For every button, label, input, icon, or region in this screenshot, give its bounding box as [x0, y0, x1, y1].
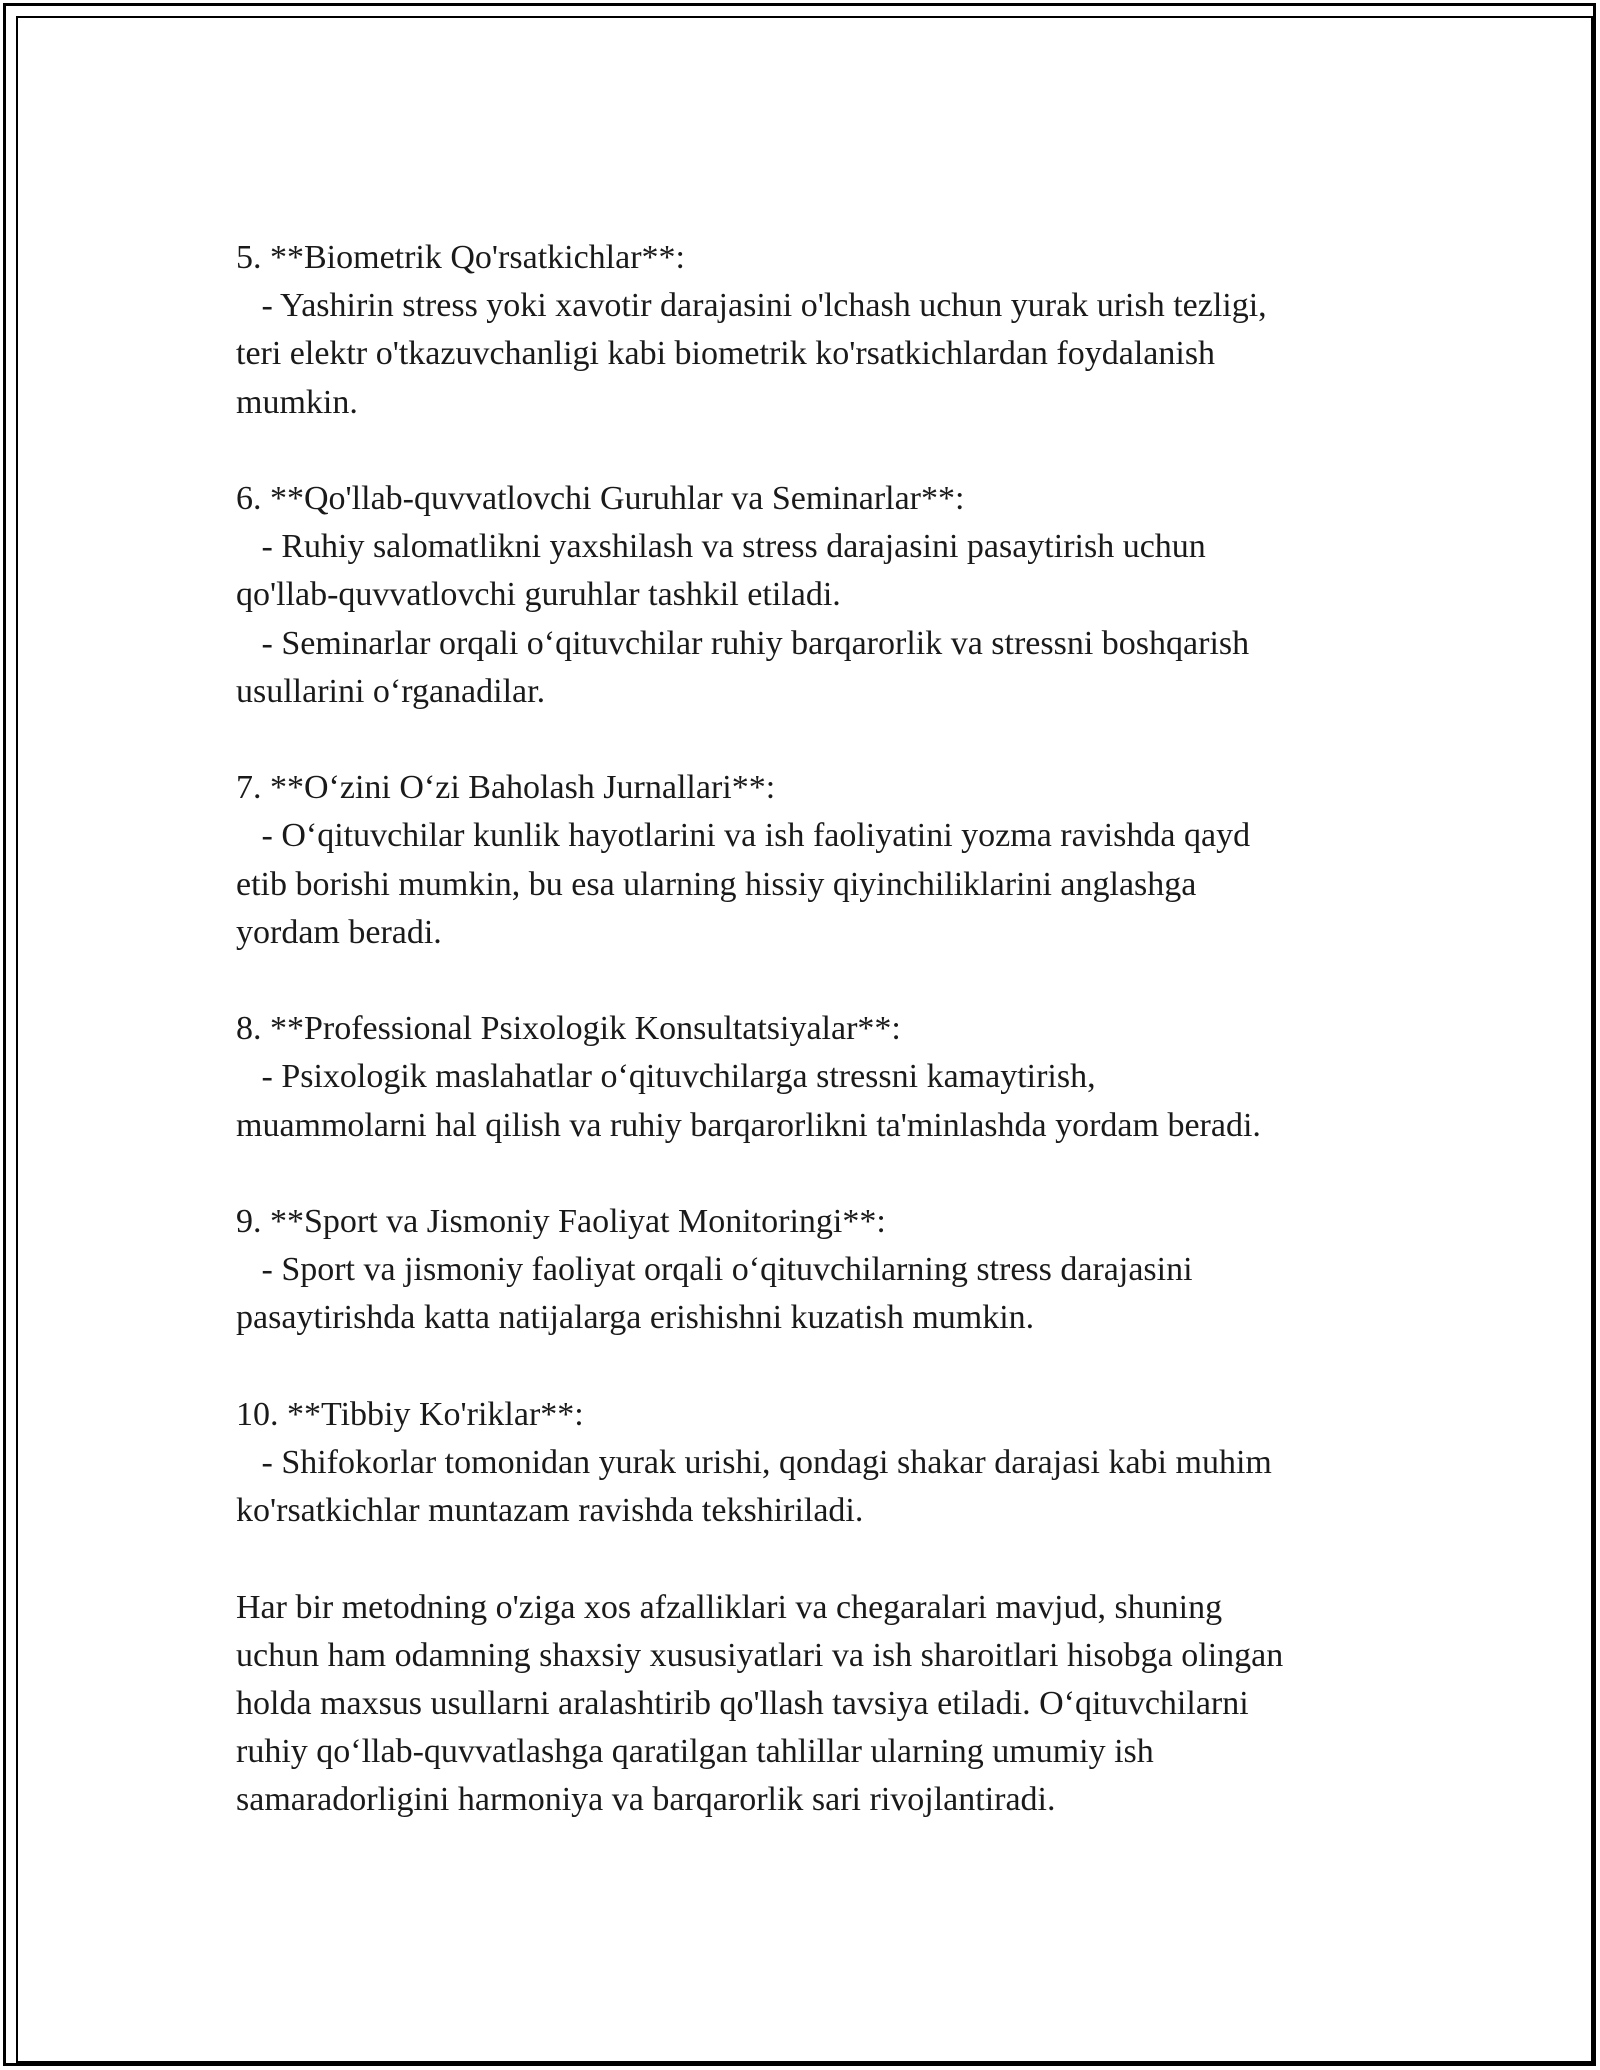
conclusion-paragraph — [236, 1584, 1396, 1825]
section-line: - O‘qituvchilar kunlik hayotlarini va ish faoliyatini yozma ravishda qayd — [236, 817, 1251, 855]
section-line: qo'llab-quvvatlovchi guruhlar tashkil etiladi. — [236, 576, 841, 614]
paragraph-gap — [236, 716, 1396, 764]
section-5 — [236, 234, 1396, 427]
conclusion-line: ruhiy qo‘llab-quvvatlashga qaratilgan tahlillar ularning umumiy ish — [236, 1733, 1154, 1771]
conclusion-line: holda maxsus usullarni aralashtirib qo'llash tavsiya etiladi. O‘qituvchilarni — [236, 1685, 1249, 1722]
section-line: mumkin. — [236, 383, 358, 421]
section-line: pasaytirishda katta natijalarga erishishni kuzatish mumkin. — [236, 1299, 1035, 1337]
section-line: usullarini o‘rganadilar. — [236, 672, 546, 710]
section-line: - Ruhiy salomatlikni yaxshilash va stress darajasini pasaytirish uchun — [236, 528, 1206, 566]
section-heading: 8. **Professional Psixologik Konsultatsiyalar**: — [236, 1010, 901, 1048]
conclusion-line: uchun ham odamning shaxsiy xususiyatlari va ish sharoitlari hisobga olingan — [236, 1636, 1284, 1674]
conclusion-line: samaradorligini harmoniya va barqarorlik sari rivojlantiradi. — [236, 1781, 1056, 1819]
paragraph-gap — [236, 1535, 1396, 1583]
section-7 — [236, 764, 1396, 957]
section-line: yordam beradi. — [236, 913, 442, 951]
section-heading: 7. **O‘zini O‘zi Baholash Jurnallari**: — [236, 769, 776, 807]
section-line: muammolarni hal qilish va ruhiy barqarorlikni ta'minlashda yordam beradi. — [236, 1106, 1261, 1144]
conclusion-line: Har bir metodning o'ziga xos afzalliklari va chegaralari mavjud, shuning — [236, 1588, 1223, 1626]
section-9 — [236, 1198, 1396, 1343]
section-8 — [236, 1005, 1396, 1150]
paragraph-gap — [236, 1150, 1396, 1198]
section-line: - Shifokorlar tomonidan yurak urishi, qondagi shakar darajasi kabi muhim — [236, 1444, 1272, 1481]
section-line: - Seminarlar orqali o‘qituvchilar ruhiy barqarorlik va stressni boshqarish — [236, 624, 1250, 662]
section-line: - Sport va jismoniy faoliyat orqali o‘qituvchilarning stress darajasini — [236, 1251, 1193, 1289]
paragraph-gap — [236, 957, 1396, 1005]
section-line: ko'rsatkichlar muntazam ravishda tekshiriladi. — [236, 1492, 864, 1530]
paragraph-gap — [236, 427, 1396, 475]
section-10 — [236, 1391, 1396, 1536]
section-6 — [236, 475, 1396, 716]
section-heading: 10. **Tibbiy Ko'riklar**: — [236, 1395, 584, 1433]
section-line: - Psixologik maslahatlar o‘qituvchilarga stressni kamaytirish, — [236, 1058, 1096, 1096]
section-line: teri elektr o'tkazuvchanligi kabi biometrik ko'rsatkichlardan foydalanish — [236, 335, 1216, 373]
section-heading: 9. **Sport va Jismoniy Faoliyat Monitoringi**: — [236, 1203, 886, 1240]
section-heading: 5. **Biometrik Qo'rsatkichlar**: — [236, 239, 685, 276]
section-heading: 6. **Qo'llab-quvvatlovchi Guruhlar va Seminarlar**: — [236, 480, 965, 517]
document-body — [236, 234, 1396, 1825]
section-line: - Yashirin stress yoki xavotir darajasini o'lchash uchun yurak urish tezligi, — [236, 287, 1267, 325]
section-line: etib borishi mumkin, bu esa ularning hissiy qiyinchiliklarini anglashga — [236, 865, 1197, 903]
paragraph-gap — [236, 1343, 1396, 1391]
